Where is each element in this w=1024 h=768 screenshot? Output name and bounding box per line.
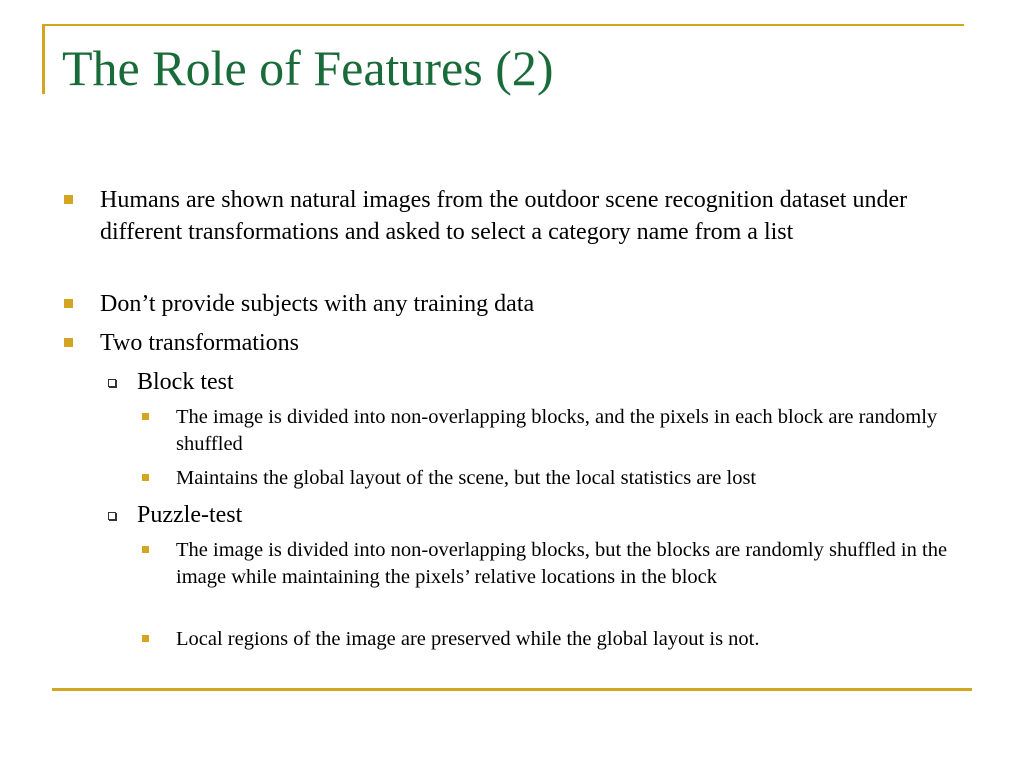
detail-text: The image is divided into non-overlapping blocks, but the blocks are randomly shuffled in the image while maintaining the pixels’ relative locations in the block [176, 539, 948, 588]
detail-text: Local regions of the image are preserved while the global layout is not. [176, 628, 760, 650]
bullet-text: Don’t provide subjects with any training data [100, 291, 535, 317]
slide-title: The Role of Features (2) [62, 40, 554, 96]
detail-text: Maintains the global layout of the scene, but the local statistics are lost [176, 467, 757, 489]
detail-block-test-layout [176, 465, 966, 492]
square-bullet-icon [142, 474, 149, 481]
bullet-humans-shown-images [100, 184, 960, 248]
square-bullet-icon [64, 195, 73, 204]
bullet-two-transformations [100, 327, 960, 359]
title-frame-left-line [42, 24, 45, 94]
bullet-text: Humans are shown natural images from the outdoor scene recognition dataset under different transformations and asked to select a category name from a list [100, 187, 908, 245]
bullet-text: Two transformations [100, 330, 299, 356]
detail-puzzle-test-divided [176, 537, 966, 591]
sub-bullet-text: Block test [137, 369, 234, 395]
sub-bullet-text: Puzzle-test [137, 502, 243, 528]
detail-puzzle-test-regions [176, 626, 966, 653]
sub-bullet-puzzle-test [137, 500, 957, 530]
title-frame-top-line [42, 24, 964, 26]
square-bullet-icon [142, 546, 149, 553]
square-bullet-icon [142, 635, 149, 642]
footer-divider [52, 688, 972, 691]
square-bullet-icon [64, 338, 73, 347]
sub-bullet-block-test [137, 367, 957, 397]
hollow-square-bullet-icon [108, 512, 116, 520]
detail-text: The image is divided into non-overlapping blocks, and the pixels in each block are randomly shuffled [176, 406, 938, 455]
detail-block-test-divided [176, 404, 966, 458]
hollow-square-bullet-icon [108, 379, 116, 387]
bullet-no-training-data [100, 288, 960, 320]
square-bullet-icon [142, 413, 149, 420]
square-bullet-icon [64, 299, 73, 308]
